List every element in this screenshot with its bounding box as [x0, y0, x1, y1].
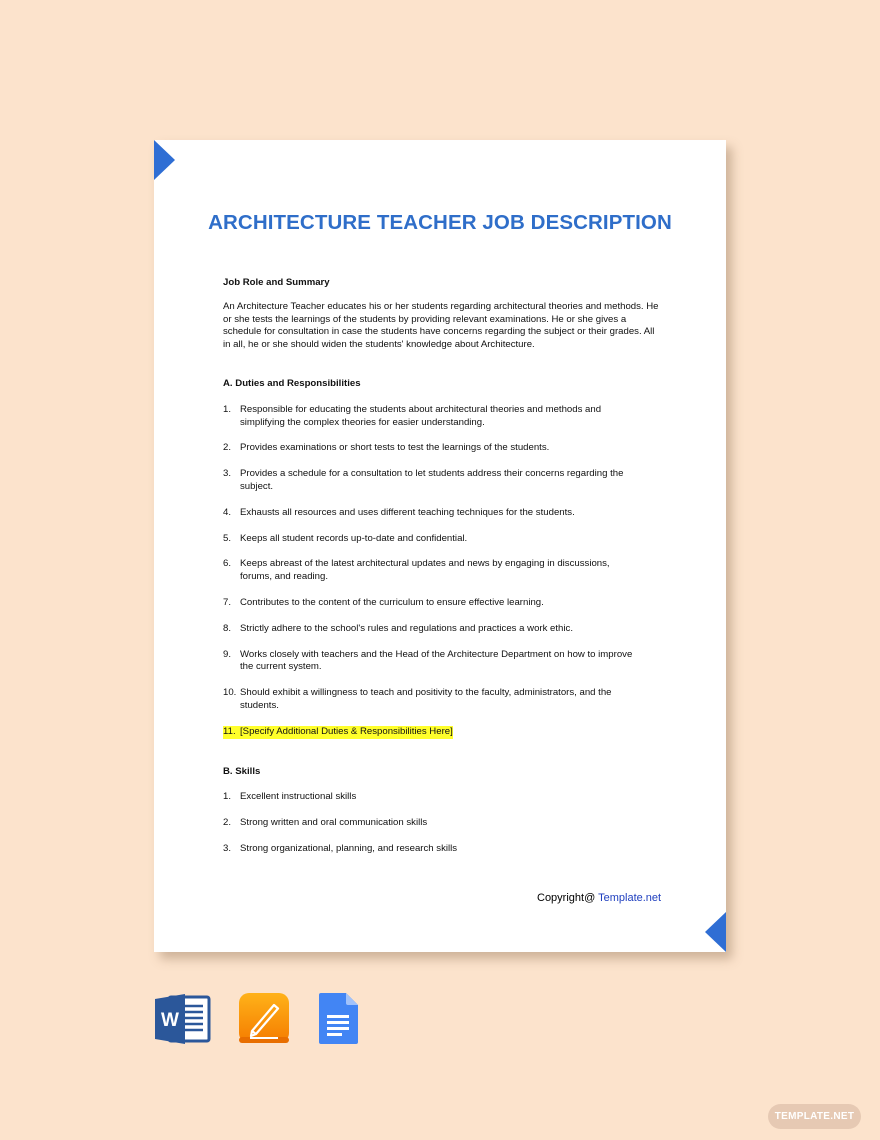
role-summary: An Architecture Teacher educates his or her students regarding architectural theories and methods. He or she tests the learnings of the students by providing relevant examinations. He or she gives a schedule for consultation in case the students have concerns regarding the subject or their grades. All in all, he or she should widen the students' knowledge about Architecture.	[223, 300, 659, 351]
item-number: 2.	[223, 442, 232, 454]
google-docs-icon[interactable]	[317, 993, 359, 1050]
word-icon-letter: W	[161, 1010, 179, 1031]
duties-heading: A. Duties and Responsibilities	[223, 377, 361, 389]
list-item	[223, 649, 663, 675]
item-number: 11.	[223, 726, 240, 739]
item-number: 5.	[223, 532, 232, 544]
item-number: 4.	[223, 506, 232, 518]
item-number: 10.	[223, 687, 237, 699]
list-item	[223, 791, 663, 804]
item-number: 3.	[223, 468, 232, 480]
item-text: Responsible for educating the students about architectural theories and methods and simplifying the complex theories for easier understanding.	[240, 403, 602, 428]
document-body	[223, 277, 663, 856]
item-number: 3.	[223, 842, 232, 854]
list-item	[223, 468, 663, 494]
corner-triangle-top-left	[154, 140, 175, 180]
item-text-placeholder: [Specify Additional Duties & Responsibilities Here]	[240, 725, 453, 737]
list-item	[223, 843, 663, 856]
document-title: ARCHITECTURE TEACHER JOB DESCRIPTION	[208, 211, 672, 234]
pages-icon[interactable]	[238, 993, 290, 1050]
template-net-watermark[interactable]: TEMPLATE.NET	[768, 1104, 861, 1129]
item-text: Provides a schedule for a consultation to let students address their concerns regarding the subject.	[240, 468, 624, 492]
item-number: 1.	[223, 403, 232, 415]
highlighted-list-item	[223, 726, 663, 739]
item-text: Strong organizational, planning, and research skills	[240, 842, 458, 854]
item-number: 7.	[223, 596, 232, 608]
item-number: 8.	[223, 622, 232, 634]
role-heading: Job Role and Summary	[223, 277, 330, 288]
item-text: Provides examinations or short tests to test the learnings of the students.	[240, 442, 550, 454]
item-text: Excellent instructional skills	[240, 791, 357, 803]
item-text: Should exhibit a willingness to teach and positivity to the faculty, administrators, and the students.	[240, 687, 612, 711]
item-text: Keeps all student records up-to-date and confidential.	[240, 532, 468, 544]
item-number: 9.	[223, 648, 232, 660]
item-number: 2.	[223, 817, 232, 829]
skills-list	[223, 791, 663, 855]
list-item	[223, 623, 663, 636]
duties-list	[223, 404, 663, 739]
list-item	[223, 558, 663, 584]
item-text: Contributes to the content of the curriculum to ensure effective learning.	[240, 596, 544, 608]
list-item	[223, 533, 663, 546]
document-page	[154, 140, 726, 952]
item-text: Keeps abreast of the latest architectural updates and news by engaging in discussions, forums, and reading.	[240, 558, 610, 583]
skills-heading: B. Skills	[223, 765, 261, 777]
item-text: Works closely with teachers and the Head of the Architecture Department on how to improve the current system.	[240, 648, 633, 673]
list-item	[223, 507, 663, 520]
item-text: Exhausts all resources and uses different teaching techniques for the students.	[240, 506, 575, 518]
corner-triangle-bottom-right	[705, 912, 726, 952]
item-text: Strictly adhere to the school's rules and regulations and practices a work ethic.	[240, 622, 573, 634]
item-number: 6.	[223, 558, 232, 570]
list-item	[223, 404, 663, 430]
list-item	[223, 817, 663, 830]
copyright-link[interactable]: Template.net	[598, 892, 662, 904]
list-item	[223, 442, 663, 455]
word-icon[interactable]	[155, 993, 211, 1050]
copyright-notice	[537, 892, 661, 904]
list-item	[223, 597, 663, 610]
list-item	[223, 687, 663, 713]
copyright-label: Copyright@	[537, 892, 596, 904]
item-number: 1.	[223, 791, 232, 803]
item-text: Strong written and oral communication skills	[240, 817, 428, 829]
